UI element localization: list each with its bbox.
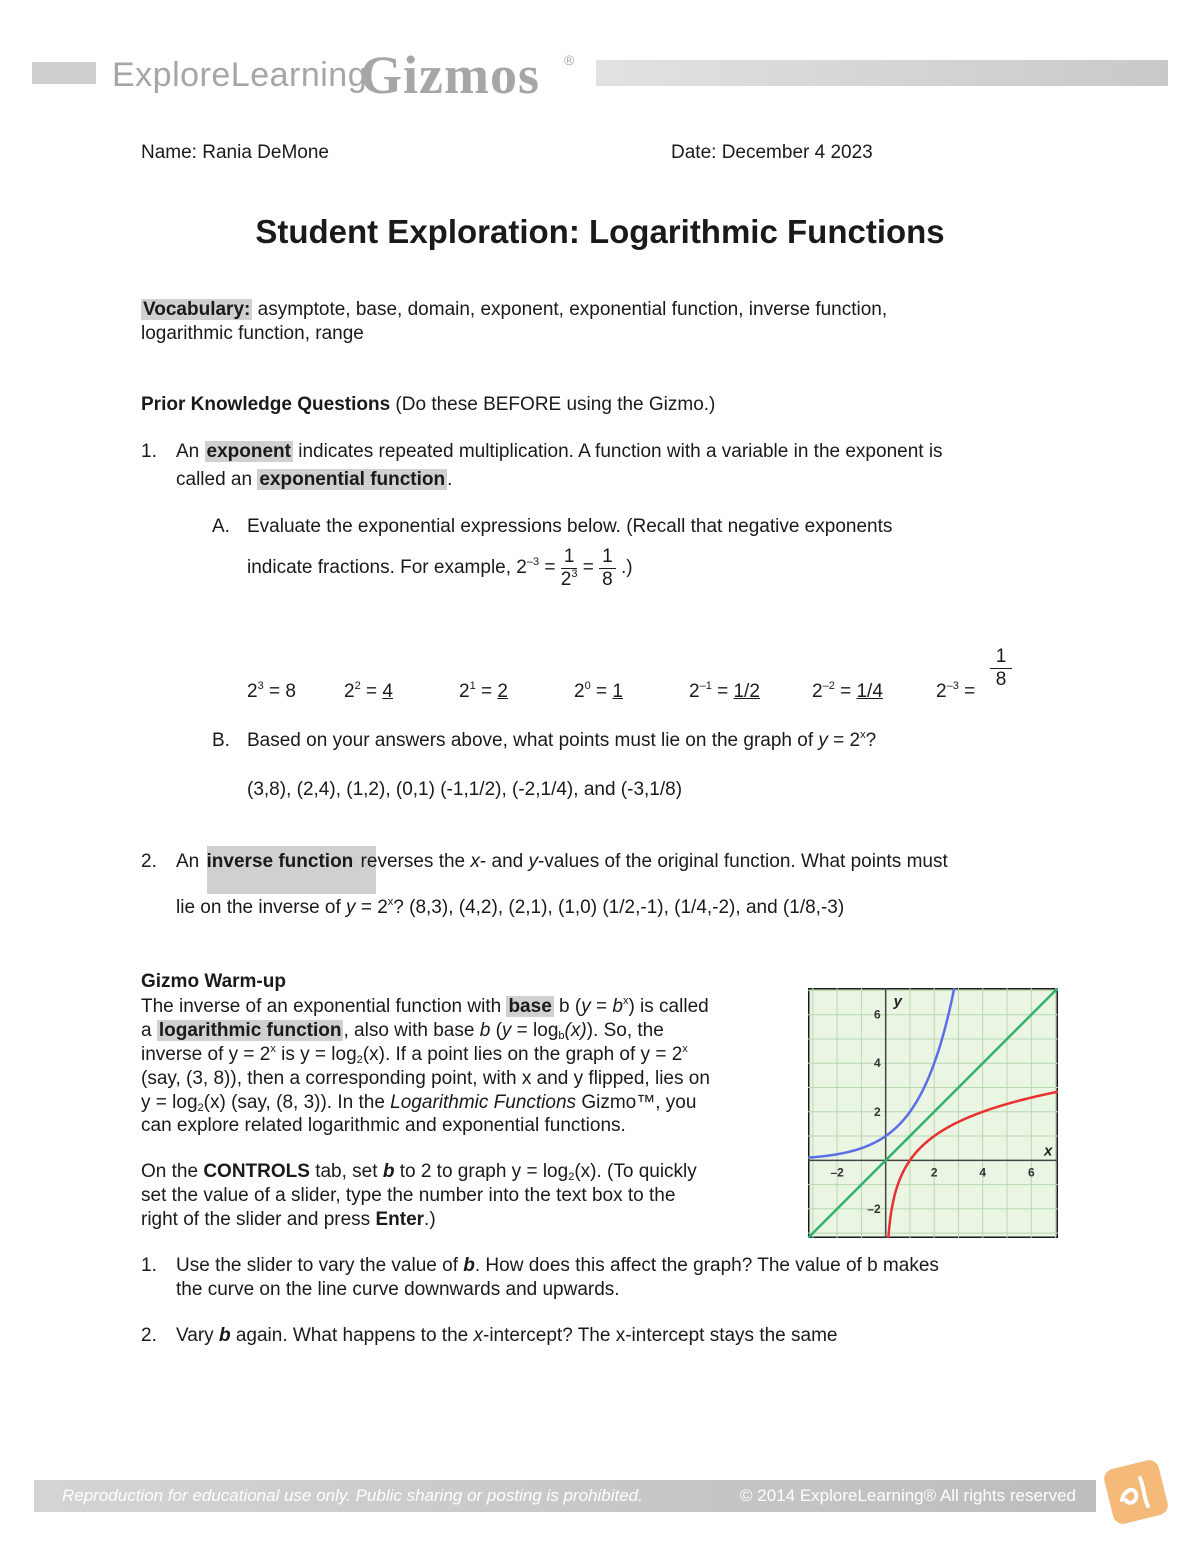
x-tick-label: 2 [930, 1165, 938, 1180]
x-axis-label: x [1044, 1142, 1053, 1160]
term-logarithmic-function: logarithmic function [158, 1020, 342, 1041]
warmup-question-2-line: Vary b again. What happens to the x-intercept? The x-intercept stays the same [176, 1325, 838, 1346]
question-1b-letter: B. [212, 730, 230, 751]
footer-bar [34, 1480, 1096, 1512]
answer-2-1: 2 [497, 681, 508, 702]
question-1b-prompt: Based on your answers above, what points must lie on the graph of $y = 2^x$? [247, 729, 877, 751]
student-name: Name: Rania DeMone [141, 142, 329, 163]
warmup-p1-line-6: can explore related logarithmic and exponential functions. [141, 1115, 626, 1136]
warmup-p1-line-4: (say, (3, 8)), then a corresponding point, with x and y flipped, lies on [141, 1068, 710, 1089]
warmup-p2-line-2: set the value of a slider, type the number into the text box to the [141, 1185, 676, 1206]
example-fraction-1: $\frac{1}{2^3}$ [560, 545, 578, 590]
explorelearning-gizmos-logo [112, 44, 582, 104]
power-2-1: $2^1 = 2$ [459, 680, 508, 702]
question-2-line-1: An inverse function reverses the x- and y-values of the original function. What points must [176, 851, 948, 872]
power-2-neg2: $2^{-2} = 1/4$ [812, 680, 883, 702]
answer-2-neg2: 1/4 [856, 681, 883, 702]
question-1-line-1: An exponent indicates repeated multiplication. A function with a variable in the exponent is [176, 441, 943, 462]
x-tick-label: –2 [830, 1165, 844, 1180]
logo-registered-mark: ® [564, 52, 575, 68]
answer-2-2: 4 [382, 681, 393, 702]
answer-2-0: 1 [612, 681, 623, 702]
warmup-p1-line-3: inverse of $y = 2^x$ is $y = \log_2(x)$. If a point lies on the graph of $y = 2^x$ [141, 1043, 688, 1066]
term-exponent: exponent [206, 441, 291, 462]
y-axis-label: y [893, 993, 903, 1010]
answer-2-neg1: 1/2 [733, 681, 760, 702]
x-tick-label: 4 [979, 1165, 987, 1180]
vocabulary-label: Vocabulary: [143, 299, 251, 320]
power-2-0: $2^0 = 1$ [574, 680, 623, 702]
vocabulary-line-2: logarithmic function, range [141, 323, 364, 344]
question-1a-letter: A. [212, 516, 230, 537]
prior-knowledge-heading [141, 393, 715, 417]
question-1-number: 1. [141, 441, 157, 462]
power-2-3: $2^3 = 8$ [247, 680, 296, 702]
y-tick-label: –2 [867, 1201, 881, 1216]
power-2-neg1: $2^{-1} = 1/2$ [689, 680, 760, 702]
logarithmic-functions-graph [808, 988, 1058, 1238]
question-1a-example: indicate fractions. For example, $2^{-3}$ = $\frac{1}{2^3}$ = $\frac{1}{8}$ .) [247, 545, 633, 590]
vocabulary-terms: asymptote, base, domain, exponent, exponential function, inverse function, [252, 299, 888, 320]
warmup-question-1-line-1: Use the slider to vary the value of b. How does this affect the graph? The value of b makes [176, 1255, 939, 1276]
warmup-question-1-line-2: the curve on the line curve downwards and upwards. [176, 1279, 620, 1300]
logo-explorelearning-text: ExploreLearning [112, 56, 368, 94]
page-title: Student Exploration: Logarithmic Functions [255, 213, 945, 250]
term-inverse-function: inverse function [206, 851, 354, 872]
question-2-line-2: lie on the inverse of $y = 2^x$? (8,3), (4,2), (2,1), (1,0) (1/2,-1), (1/4,-2), and (1/8,-3) [176, 896, 845, 918]
vocabulary-line-1 [141, 298, 887, 322]
prior-knowledge-note: (Do these BEFORE using the Gizmo.) [390, 394, 716, 415]
prior-knowledge-title: Prior Knowledge Questions [141, 394, 391, 415]
header-bar-right [596, 60, 1168, 86]
y-tick-label: 4 [873, 1056, 881, 1071]
power-2-2: $2^2 = 4$ [344, 680, 393, 702]
question-1a-line-1: Evaluate the exponential expressions below. (Recall that negative exponents [247, 516, 893, 537]
example-fraction-2: $\frac{1}{8}$ [599, 546, 616, 591]
footer-copyright: © 2014 ExploreLearning® All rights reserved [740, 1486, 1076, 1505]
warmup-p1-line-5: $y = \log_2(x)$ (say, (8, 3)). In the Logarithmic Functions Gizmo™, you [141, 1092, 697, 1114]
warmup-p1-line-2: a logarithmic function , also with base b $(y = \log_b(x))$. So, the [141, 1020, 664, 1042]
question-1-line-2: called an exponential function . [176, 469, 453, 490]
power-2-neg3-fraction: 1 8 [990, 646, 1012, 691]
question-2-number: 2. [141, 851, 157, 872]
warmup-question-2-number: 2. [141, 1325, 157, 1346]
y-tick-label: 2 [873, 1104, 881, 1119]
y-tick-label: 6 [873, 1007, 881, 1022]
warmup-heading: Gizmo Warm-up [141, 971, 286, 992]
warmup-question-1-number: 1. [141, 1255, 157, 1276]
power-2-neg3: $2^{-3}$ = [936, 680, 976, 702]
warmup-p1-line-1: The inverse of an exponential function with base b $(y = b^x)$ is called [141, 995, 709, 1017]
warmup-p2-line-1: On the CONTROLS tab, set b to 2 to graph $y = \log_2(x)$. (To quickly [141, 1161, 697, 1183]
term-exponential-function: exponential function [259, 469, 446, 490]
question-1b-answer: (3,8), (2,4), (1,2), (0,1) (-1,1/2), (-2,1/4), and (-3,1/8) [247, 779, 683, 800]
warmup-p2-line-3: right of the slider and press Enter.) [141, 1209, 436, 1230]
explorelearning-el-logo-icon [1100, 1456, 1172, 1528]
x-tick-label: 6 [1027, 1165, 1035, 1180]
footer-reproduction-notice: Reproduction for educational use only. Public sharing or posting is prohibited. [62, 1486, 643, 1505]
term-base: base [508, 996, 552, 1017]
worksheet-date: Date: December 4 2023 [671, 142, 873, 163]
header-bar-left [32, 62, 96, 84]
logo-gizmos-text: Gizmos [360, 45, 540, 105]
